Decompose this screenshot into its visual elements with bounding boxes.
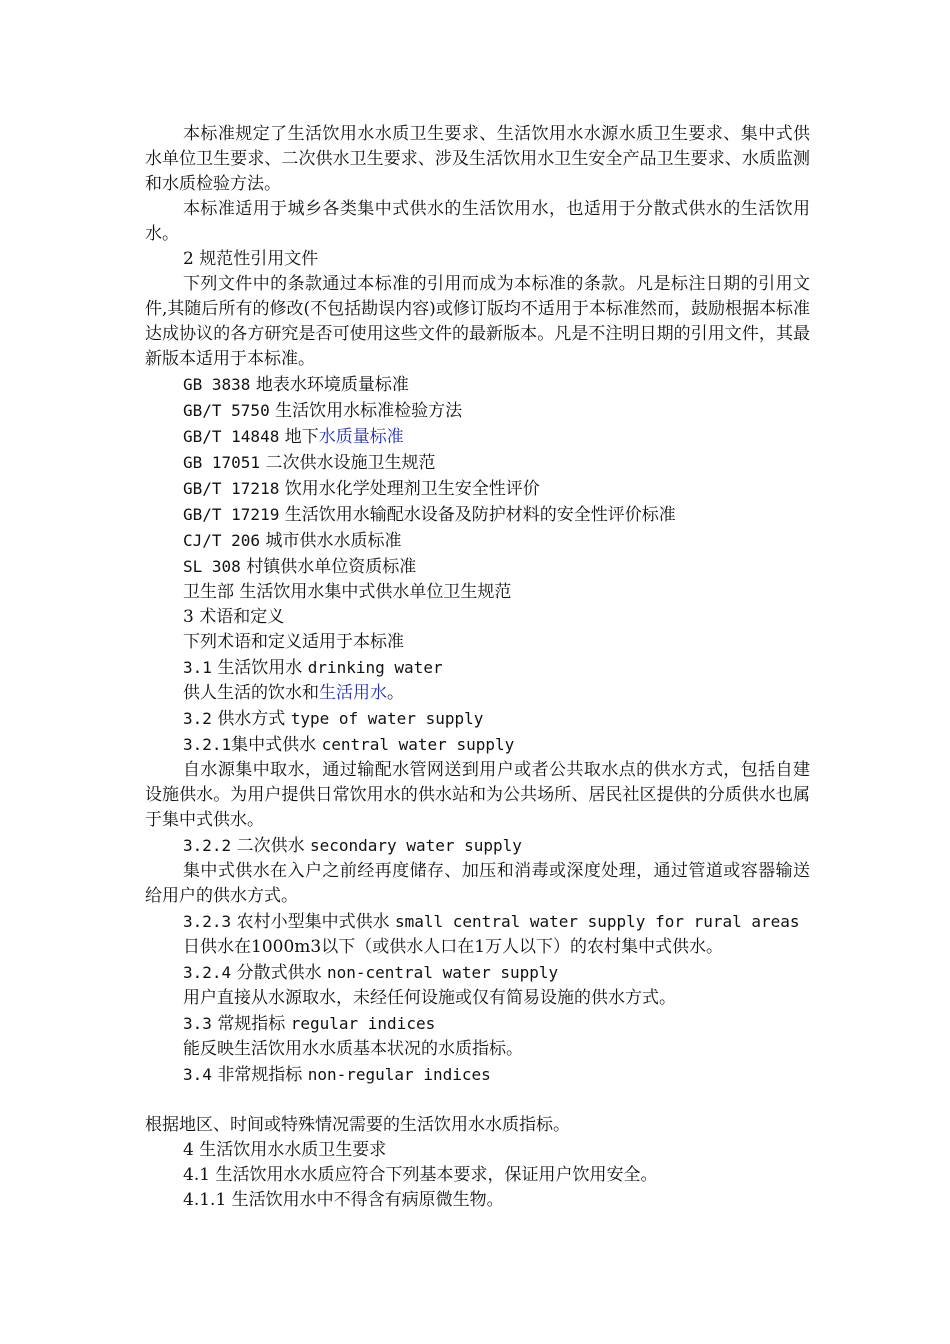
term-name: 分散式供水	[236, 963, 322, 983]
term-name: 供水方式	[217, 709, 286, 729]
term-english: secondary water supply	[309, 836, 522, 855]
reference-code: GB 3838	[183, 375, 251, 394]
reference-item	[145, 580, 810, 605]
section-3-heading: 3 术语和定义	[183, 607, 285, 627]
definition-end: 。	[387, 683, 404, 703]
term-english: non-central water supply	[326, 963, 559, 982]
term-definition: 集中式供水在入户之前经再度储存、加压和消毒或深度处理，通过管道或容器输送给用户的供水方式。	[145, 861, 810, 906]
term-number: 3.2.4	[183, 963, 232, 982]
term-number: 3.4	[183, 1065, 212, 1084]
reference-code: GB/T 17219	[183, 505, 280, 524]
term-definition	[145, 681, 810, 706]
reference-code: GB 17051	[183, 453, 261, 472]
term-name: 集中式供水	[231, 735, 317, 755]
reference-title: 饮用水化学处理剂卫生安全性评价	[284, 479, 540, 499]
reference-title: 城市供水水质标准	[265, 531, 402, 551]
term-heading	[145, 655, 810, 681]
term-heading	[145, 732, 810, 758]
section-2-body: 下列文件中的条款通过本标准的引用而成为本标准的条款。凡是标注日期的引用文件,其随后所有的修改(不包括勘误内容)或修订版均不适用于本标准然而，鼓励根据本标准达成协议的各方研究是否可使用这些文件的最新版本。凡是不注明日期的引用文件，其最新版本适用于本标准。	[145, 274, 810, 369]
section-4-heading: 4 生活饮用水水质卫生要求	[183, 1140, 387, 1160]
blank-line	[145, 1088, 810, 1113]
reference-item	[145, 502, 810, 528]
section-2-heading: 2 规范性引用文件	[183, 249, 319, 269]
reference-title-link[interactable]: 水质量标准	[318, 427, 404, 447]
clause-4-1: 4.1 生活饮用水水质应符合下列基本要求，保证用户饮用安全。	[183, 1165, 658, 1185]
reference-item	[145, 554, 810, 580]
term-number: 3.2.3	[183, 912, 232, 931]
term-definition: 能反映生活饮用水水质基本状况的水质指标。	[183, 1039, 523, 1059]
reference-code: GB/T 5750	[183, 401, 270, 420]
reference-code: GB/T 17218	[183, 479, 280, 498]
reference-title: 二次供水设施卫生规范	[265, 453, 436, 473]
term-heading	[145, 909, 810, 935]
term-heading	[145, 706, 810, 732]
definition-link[interactable]: 生活用水	[319, 683, 387, 703]
reference-item	[145, 424, 810, 450]
term-english: regular indices	[290, 1014, 436, 1033]
term-definition: 根据地区、时间或特殊情况需要的生活饮用水水质指标。	[145, 1115, 570, 1135]
section-3-intro: 下列术语和定义适用于本标准	[183, 632, 404, 652]
term-heading	[145, 960, 810, 986]
term-english: central water supply	[321, 735, 515, 754]
reference-title: 地下	[284, 427, 319, 447]
reference-code: GB/T 14848	[183, 427, 280, 446]
term-english: non-regular indices	[307, 1065, 491, 1084]
term-definition: 日供水在1000m3以下（或供水人口在1万人以下）的农村集中式供水。	[183, 937, 724, 957]
term-english: type of water supply	[290, 709, 484, 728]
reference-code: 卫生部	[183, 582, 234, 602]
definition-text: 供人生活的饮水和	[183, 683, 319, 703]
term-definition: 用户直接从水源取水，未经任何设施或仅有简易设施的供水方式。	[183, 988, 676, 1008]
term-definition: 自水源集中取水，通过输配水管网送到用户或者公共取水点的供水方式，包括自建设施供水。为用户提供日常饮用水的供水站和为公共场所、居民社区提供的分质供水也属于集中式供水。	[145, 760, 810, 830]
term-number: 3.2.1	[183, 735, 232, 754]
term-number: 3.2	[183, 709, 212, 728]
document-body	[145, 122, 810, 1213]
intro-paragraph-scope: 本标准规定了生活饮用水水质卫生要求、生活饮用水水源水质卫生要求、集中式供水单位卫生要求、二次供水卫生要求、涉及生活饮用水卫生安全产品卫生要求、水质监测和水质检验方法。	[145, 124, 810, 194]
term-name: 生活饮用水	[217, 658, 303, 678]
term-name: 二次供水	[236, 836, 305, 856]
reference-title: 村镇供水单位资质标准	[246, 557, 417, 577]
reference-item	[145, 528, 810, 554]
reference-item	[145, 398, 810, 424]
term-heading	[145, 833, 810, 859]
term-name: 常规指标	[217, 1014, 286, 1034]
intro-paragraph-applicability: 本标准适用于城乡各类集中式供水的生活饮用水，也适用于分散式供水的生活饮用水。	[145, 199, 810, 244]
reference-title: 生活饮用水标准检验方法	[275, 401, 463, 421]
reference-item	[145, 476, 810, 502]
term-heading	[145, 1011, 810, 1037]
reference-code: CJ/T 206	[183, 531, 261, 550]
term-name: 农村小型集中式供水	[236, 912, 390, 932]
term-english: drinking water	[307, 658, 443, 677]
term-english: small central water supply for rural areas	[394, 912, 800, 931]
term-heading	[145, 1062, 810, 1088]
reference-item	[145, 450, 810, 476]
reference-title: 生活饮用水输配水设备及防护材料的安全性评价标准	[284, 505, 676, 525]
reference-code: SL 308	[183, 557, 241, 576]
term-number: 3.3	[183, 1014, 212, 1033]
term-name: 非常规指标	[217, 1065, 303, 1085]
term-number: 3.1	[183, 658, 212, 677]
term-number: 3.2.2	[183, 836, 232, 855]
reference-title: 生活饮用水集中式供水单位卫生规范	[239, 582, 512, 602]
reference-item	[145, 372, 810, 398]
reference-title: 地表水环境质量标准	[255, 375, 409, 395]
clause-4-1-1: 4.1.1 生活饮用水中不得含有病原微生物。	[183, 1190, 504, 1210]
